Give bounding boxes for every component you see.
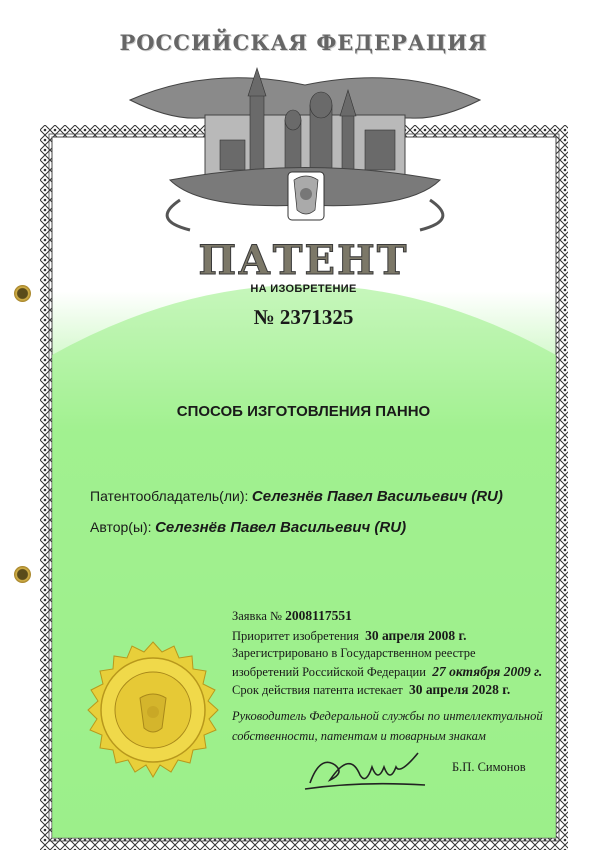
holder-label: Патентообладатель(ли): xyxy=(90,488,249,504)
registered-line1: Зарегистрировано в Государственном реестре xyxy=(232,646,476,660)
validity-date: 30 апреля 2028 г. xyxy=(408,682,511,697)
priority-label: Приоритет изобретения xyxy=(232,629,359,643)
patent-number: № 2371325 xyxy=(253,305,354,329)
priority-date: 30 апреля 2008 г. xyxy=(365,628,467,643)
patent-holder-line xyxy=(90,488,503,506)
author-value: Селезнёв Павел Васильевич (RU) xyxy=(155,519,407,536)
kremlin-emblem-icon xyxy=(110,60,500,235)
registered-date: 27 октября 2009 г. xyxy=(432,664,543,679)
patent-subtitle: НА ИЗОБРЕТЕНИЕ xyxy=(250,283,357,295)
official-line2: собственности, патентам и товарным знакам xyxy=(232,729,486,743)
patent-heading: ПАТЕНТ xyxy=(198,237,409,284)
application-label: Заявка № xyxy=(232,609,282,623)
author-line xyxy=(90,519,406,537)
validity-label: Срок действия патента истекает xyxy=(232,683,403,697)
official-line1: Руководитель Федеральной службы по интеллектуальной xyxy=(232,709,543,723)
author-label: Автор(ы): xyxy=(90,519,152,535)
priority-line xyxy=(232,628,466,644)
gold-seal-icon xyxy=(78,640,228,790)
invention-title: СПОСОБ ИЗГОТОВЛЕНИЯ ПАННО xyxy=(176,403,431,420)
binder-hole-bottom xyxy=(14,566,31,583)
binder-hole-top xyxy=(14,285,31,302)
registered-line2 xyxy=(232,664,542,680)
signer-name: Б.П. Симонов xyxy=(452,760,526,774)
holder-value: Селезнёв Павел Васильевич (RU) xyxy=(251,488,503,505)
signature-icon xyxy=(300,745,430,795)
application-line xyxy=(232,608,352,624)
official-title xyxy=(232,706,543,746)
application-number: 2008117551 xyxy=(285,608,352,623)
validity-line xyxy=(232,682,510,698)
country-header: РОССИЙСКАЯ ФЕДЕРАЦИЯ xyxy=(119,30,488,55)
registered-label: изобретений Российской Федерации xyxy=(232,665,426,679)
